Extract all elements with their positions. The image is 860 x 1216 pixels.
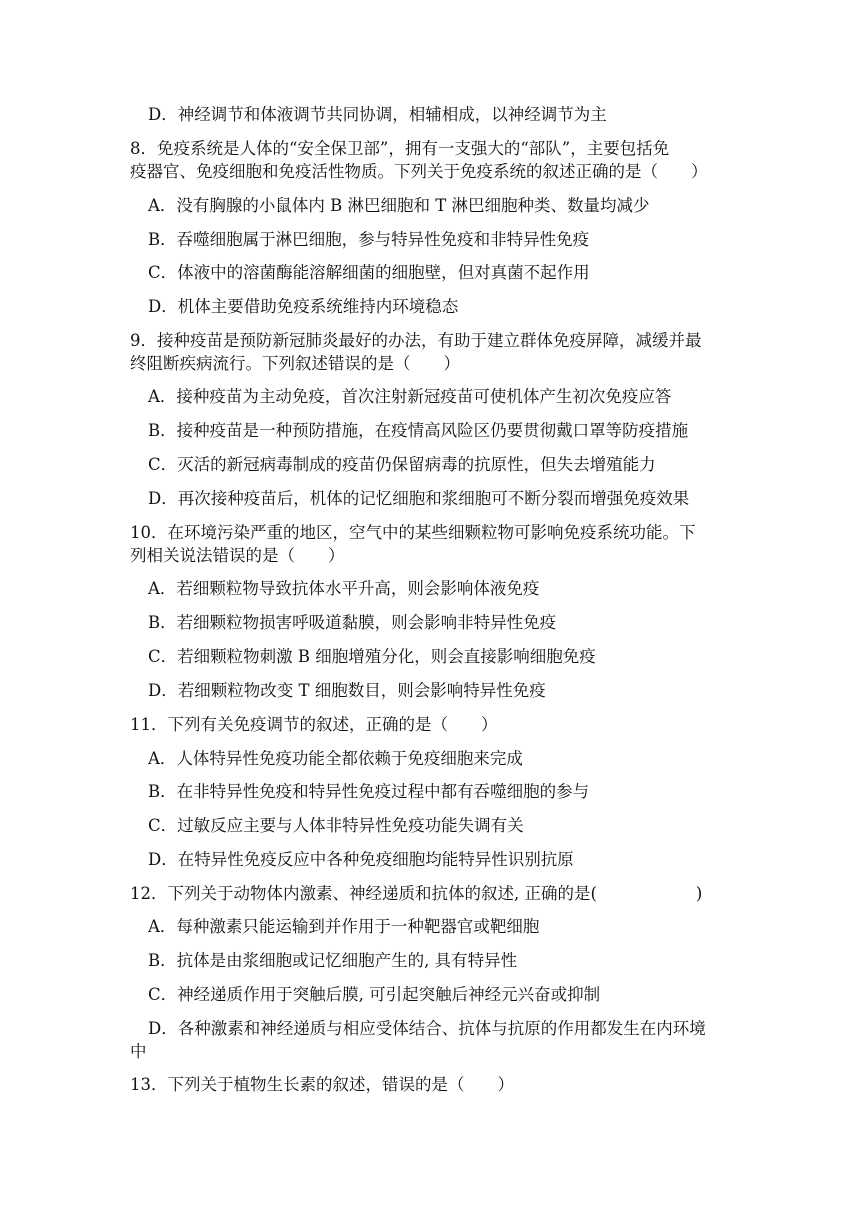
q9-option-b: B．接种疫苗是一种预防措施，在疫情高风险区仍要贯彻戴口罩等防疫措施 <box>148 421 689 440</box>
q10-option-d: D．若细颗粒物改变 T 细胞数目，则会影响特异性免疫 <box>148 681 546 700</box>
q11-option-b: B．在非特异性免疫和特异性免疫过程中都有吞噬细胞的参与 <box>148 782 590 801</box>
q9-option-d: D．再次接种疫苗后，机体的记忆细胞和浆细胞可不断分裂而增强免疫效果 <box>148 489 690 508</box>
q8-option-a: A．没有胸腺的小鼠体内 B 淋巴细胞和 T 淋巴细胞种类、数量均减少 <box>148 196 650 215</box>
q11-option-d: D．在特异性免疫反应中各种免疫细胞均能特异性识别抗原 <box>148 850 574 869</box>
q8-option-b: B．吞噬细胞属于淋巴细胞，参与特异性免疫和非特异性免疫 <box>148 230 590 249</box>
q7-option-d: D．神经调节和体液调节共同协调，相辅相成，以神经调节为主 <box>148 105 607 124</box>
q8-option-d: D．机体主要借助免疫系统维持内环境稳态 <box>148 297 459 316</box>
q10-option-a: A．若细颗粒物导致抗体水平升高，则会影响体液免疫 <box>148 579 540 598</box>
q11-stem: 11．下列有关免疫调节的叙述，正确的是（ ） <box>130 715 498 734</box>
q10-option-b: B．若细颗粒物损害呼吸道黏膜，则会影响非特异性免疫 <box>148 613 557 632</box>
q10-stem-line2: 列相关说法错误的是（ ） <box>130 546 345 565</box>
q12-option-b: B．抗体是由浆细胞或记忆细胞产生的, 具有特异性 <box>148 951 518 970</box>
q8-option-c: C．体液中的溶菌酶能溶解细菌的细胞壁，但对真菌不起作用 <box>148 263 590 282</box>
q9-option-c: C．灭活的新冠病毒制成的疫苗仍保留病毒的抗原性，但失去增殖能力 <box>148 455 656 474</box>
q8-stem-line1: 8．免疫系统是人体的“安全保卫部”，拥有一支强大的“部队”，主要包括免 <box>130 139 670 158</box>
q11-option-c: C．过敏反应主要与人体非特异性免疫功能失调有关 <box>148 816 524 835</box>
q12-stem: 12．下列关于动物体内激素、神经递质和抗体的叙述, 正确的是( ) <box>130 884 703 903</box>
q10-stem-line1: 10．在环境污染严重的地区，空气中的某些细颗粒物可影响免疫系统功能。下 <box>130 523 696 542</box>
q9-stem-line1: 9．接种疫苗是预防新冠肺炎最好的办法，有助于建立群体免疫屏障，减缓并最 <box>130 331 702 350</box>
q12-option-d-line2: 中 <box>130 1042 147 1061</box>
q8-stem-line2: 疫器官、免疫细胞和免疫活性物质。下列关于免疫系统的叙述正确的是（ ） <box>130 162 708 181</box>
q9-option-a: A．接种疫苗为主动免疫，首次注射新冠疫苗可使机体产生初次免疫应答 <box>148 387 672 406</box>
q9-stem-line2: 终阻断疾病流行。下列叙述错误的是（ ） <box>130 354 460 373</box>
q13-stem: 13．下列关于植物生长素的叙述，错误的是（ ） <box>130 1075 514 1094</box>
q12-option-d-line1: D．各种激素和神经递质与相应受体结合、抗体与抗原的作用都发生在内环境 <box>148 1019 706 1038</box>
q11-option-a: A．人体特异性免疫功能全都依赖于免疫细胞来完成 <box>148 749 523 768</box>
q10-option-c: C．若细颗粒物刺激 B 细胞增殖分化，则会直接影响细胞免疫 <box>148 647 596 666</box>
q12-option-c: C．神经递质作用于突触后膜, 可引起突触后神经元兴奋或抑制 <box>148 985 601 1004</box>
q12-option-a: A．每种激素只能运输到并作用于一种靶器官或靶细胞 <box>148 917 540 936</box>
